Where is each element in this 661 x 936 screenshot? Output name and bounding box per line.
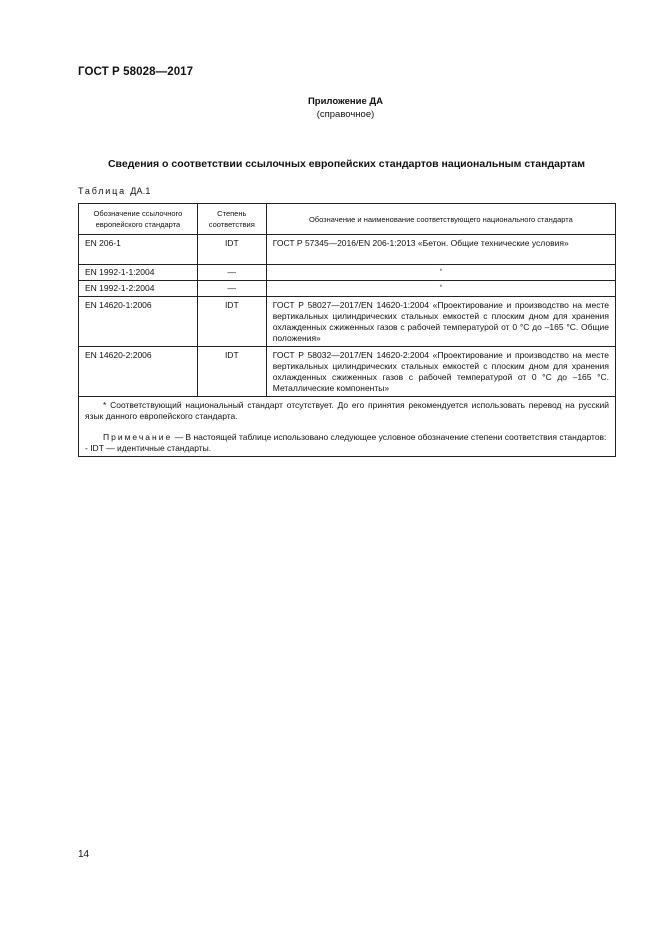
cell-degree: — bbox=[197, 265, 266, 281]
cell-national: ГОСТ Р 57345—2016/EN 206-1:2013 «Бетон. Общие технические условия» bbox=[266, 235, 615, 265]
table-note bbox=[85, 432, 609, 443]
cell-national bbox=[266, 265, 615, 281]
section-heading: Сведения о соответствии ссылочных европейских стандартов национальным стандартам bbox=[107, 158, 586, 170]
cell-national: ГОСТ Р 58027—2017/EN 14620-1:2004 «Проектирование и производство на месте вертикальных цилиндрических стальных емкостей с плоским дном для хранения охлажденных сжиженных газов с рабочей температурой от 0 °С до –165 °С. Общие положения» bbox=[266, 297, 615, 347]
page-number: 14 bbox=[78, 849, 90, 860]
table-row bbox=[79, 347, 616, 397]
table-footnote: * Соответствующий национальный стандарт отсутствует. До его принятия рекомендуется использовать перевод на русский язык данного европейского стандарта. bbox=[85, 400, 609, 421]
annex-block bbox=[0, 95, 661, 121]
table-caption bbox=[78, 186, 151, 196]
table-caption-prefix: Таблица bbox=[78, 186, 126, 196]
footnote-marker: * bbox=[439, 285, 443, 291]
table-caption-number: ДА.1 bbox=[130, 186, 151, 196]
cell-degree: IDT bbox=[197, 235, 266, 265]
table-notes-cell bbox=[79, 397, 616, 457]
footnote-marker: * bbox=[439, 269, 443, 275]
annex-subtitle: (справочное) bbox=[316, 109, 375, 120]
cell-degree: IDT bbox=[197, 297, 266, 347]
cell-reference: EN 1992-1-1:2004 bbox=[79, 265, 198, 281]
header-degree: Степень соответствия bbox=[197, 204, 266, 235]
cell-reference: EN 1992-1-2:2004 bbox=[79, 281, 198, 297]
note-label: Примечание bbox=[103, 432, 173, 442]
cell-national bbox=[266, 281, 615, 297]
table-row bbox=[79, 265, 616, 281]
cell-reference: EN 206-1 bbox=[79, 235, 198, 265]
document-code: ГОСТ Р 58028—2017 bbox=[78, 66, 194, 78]
note-text: — В настоящей таблице использовано следующее условное обозначение степени соответствия стандартов: bbox=[172, 432, 607, 442]
table-row bbox=[79, 281, 616, 297]
cell-reference: EN 14620-2:2006 bbox=[79, 347, 198, 397]
cell-national: ГОСТ Р 58032—2017/EN 14620-2:2004 «Проектирование и производство на месте вертикальных цилиндрических стальных емкостей с плоским дном для хранения охлажденных сжиженных газов с рабочей температурой от 0 °С до –165 °С. Металлические компоненты» bbox=[266, 347, 615, 397]
annex-title: Приложение ДА bbox=[307, 96, 384, 107]
cell-degree: IDT bbox=[197, 347, 266, 397]
standards-table bbox=[78, 203, 616, 457]
table-header-row bbox=[79, 204, 616, 235]
header-national-standard: Обозначение и наименование соответствующего национального стандарта bbox=[266, 204, 615, 235]
table-row bbox=[79, 235, 616, 265]
table-notes-row bbox=[79, 397, 616, 457]
header-reference-standard: Обозначение ссылочного европейского стандарта bbox=[79, 204, 198, 235]
table-row bbox=[79, 297, 616, 347]
cell-degree: — bbox=[197, 281, 266, 297]
cell-reference: EN 14620-1:2006 bbox=[79, 297, 198, 347]
note-item: - IDT — идентичные стандарты. bbox=[85, 443, 212, 453]
